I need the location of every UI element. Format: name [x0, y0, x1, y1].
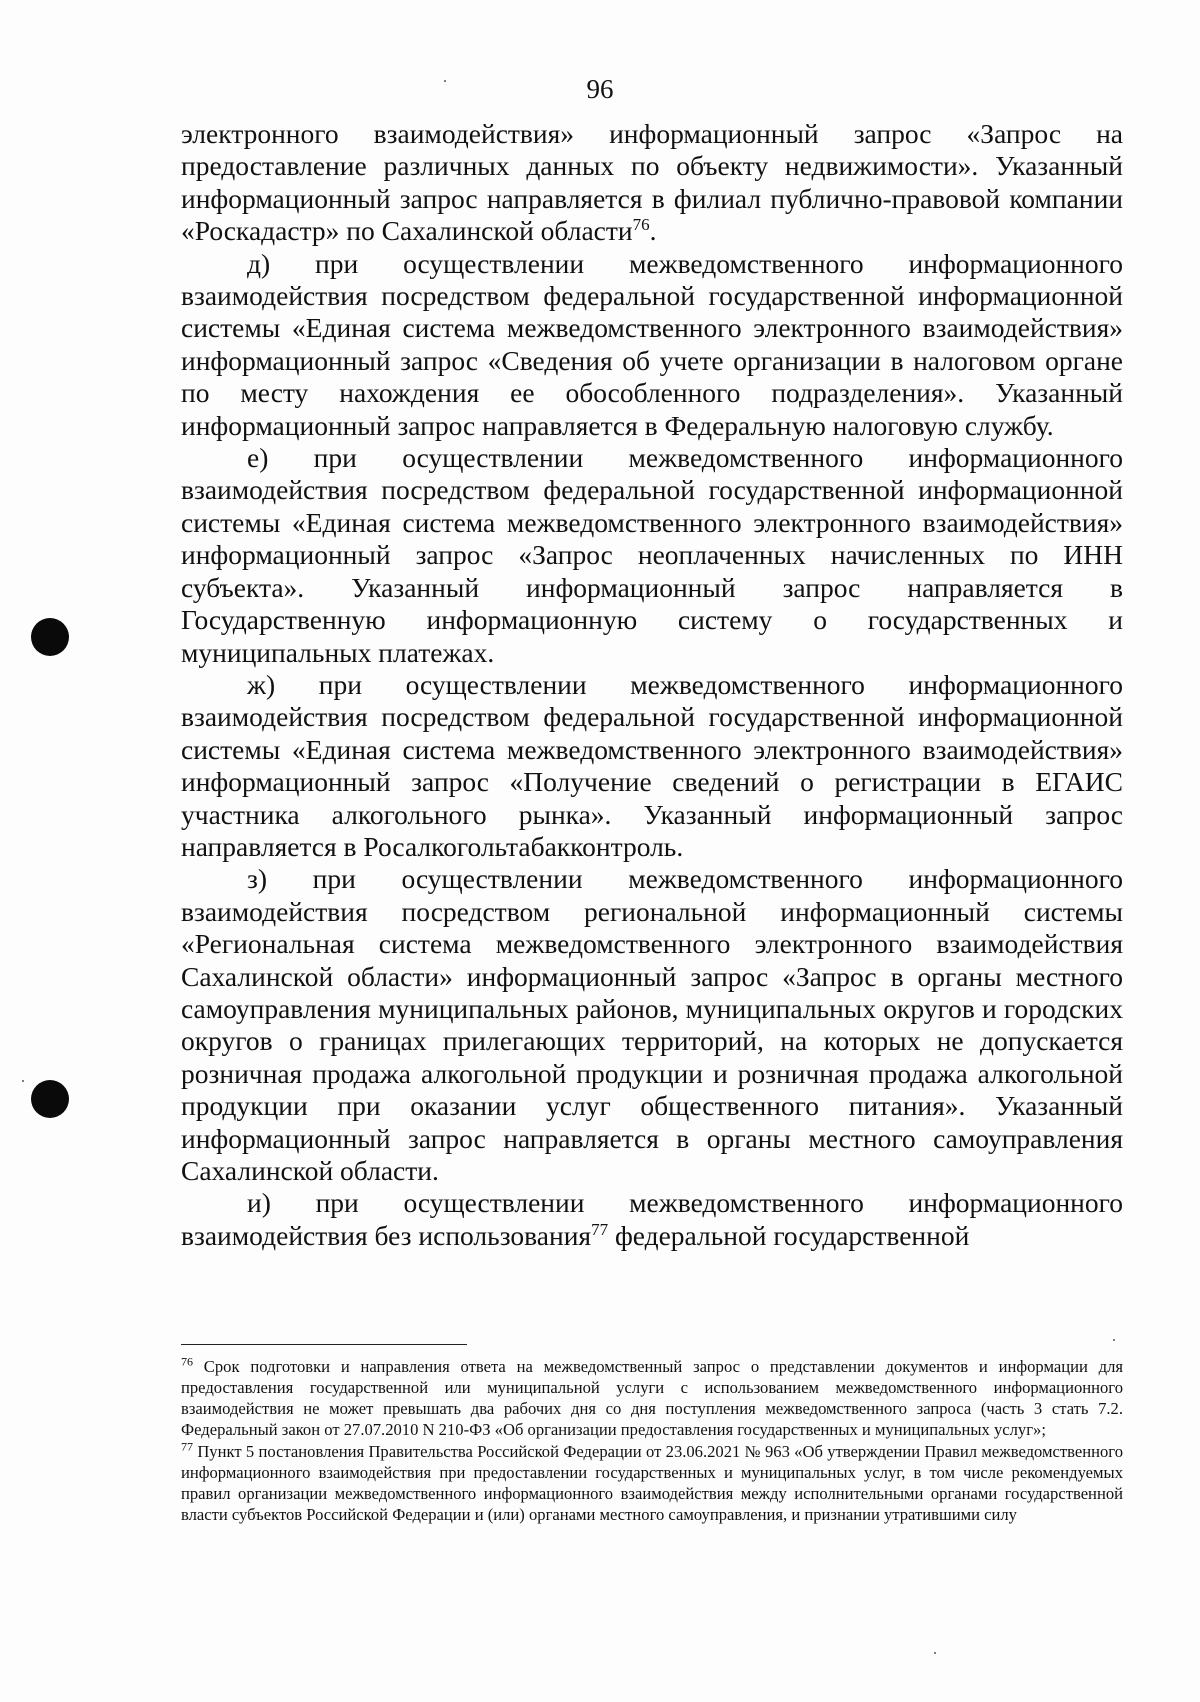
paragraph-text: д) при осуществлении межведомственного информационного взаимодействия посредством федеральной государственной информационной системы «Единая система межведомственного электронного взаимодействия» информационный запрос «Сведения об учете организации в налоговом органе по месту нахождения ее обособленного подразделения». Указанный информационный запрос направляется в Федеральную налоговую службу.: [181, 247, 1123, 441]
footnote-text: Срок подготовки и направления ответа на межведомственный запрос о представлении документов и информации для предоставления государственной или муниципальной услуги с использованием межведомственного информационного взаимодействия не может превышать два рабочих дня со дня поступления межведомственного запроса (часть 3 стать 7.2. Федеральный закон от 27.07.2010 N 210-ФЗ «Об организации предоставления государственных и муниципальных услуг»;: [181, 1357, 1123, 1439]
paragraph: [181, 442, 1123, 669]
paragraph-tail: федеральной государственной: [608, 1219, 970, 1251]
scan-speck: [934, 1652, 936, 1654]
scan-speck: [22, 1080, 24, 1082]
paragraph: [181, 863, 1123, 1187]
paragraph-tail: .: [649, 215, 657, 247]
footnotes-section: [181, 1356, 1123, 1526]
paragraph: [181, 248, 1123, 442]
paragraph: [181, 669, 1123, 863]
footnote-separator: [181, 1344, 467, 1345]
paragraph-text: и) при осуществлении межведомственного информационного взаимодействия без использования: [181, 1187, 1123, 1251]
footnote-reference[interactable]: 76: [632, 215, 650, 235]
footnote: [181, 1441, 1123, 1525]
paragraph: [181, 1187, 1123, 1252]
paragraph: [181, 118, 1123, 248]
page-number: 96: [586, 74, 614, 104]
paragraph-text: ж) при осуществлении межведомственного информационного взаимодействия посредством федеральной государственной информационной системы «Единая система межведомственного электронного взаимодействия» информационный запрос «Получение сведений о регистрации в ЕГАИС участника алкогольного рынка». Указанный информационный запрос направляется в Росалкогольтабакконтроль.: [181, 668, 1123, 862]
paragraph-text: электронного взаимодействия» информационный запрос «Запрос на предоставление различных данных по объекту недвижимости». Указанный информационный запрос направляется в филиал публично-правовой компании «Роскадастр» по Сахалинской области: [181, 118, 1123, 247]
body-text: [181, 118, 1123, 1252]
footnote: [181, 1356, 1123, 1440]
footnote-number: 77: [181, 1439, 193, 1454]
footnote-number: 76: [181, 1354, 193, 1369]
paragraph-text: е) при осуществлении межведомственного информационного взаимодействия посредством федеральной государственной информационной системы «Единая система межведомственного электронного взаимодействия» информационный запрос «Запрос неоплаченных начисленных по ИНН субъекта». Указанный информационный запрос направляется в Государственную информационную систему о государственных и муниципальных платежах.: [181, 442, 1123, 668]
binder-hole-mark: [31, 618, 69, 656]
paragraph-text: з) при осуществлении межведомственного информационного взаимодействия посредством региональной информационный системы «Региональная система межведомственного электронного взаимодействия Сахалинской области» информационный запрос «Запрос в органы местного самоуправления муниципальных районов, муниципальных округов и городских округов о границах прилегающих территорий, на которых не допускается розничная продажа алкогольной продукции и розничная продажа алкогольной продукции при оказании услуг общественного питания». Указанный информационный запрос направляется в органы местного самоуправления Сахалинской области.: [181, 863, 1123, 1186]
footnote-text: Пункт 5 постановления Правительства Российской Федерации от 23.06.2021 № 963 «Об утверждении Правил межведомственного информационного взаимодействия при предоставлении государственных и муниципальных услуг, в том числе рекомендуемых правил организации межведомственного информационного взаимодействия между исполнительными органами государственной власти субъектов Российской Федерации и (или) органами местного самоуправления, и признании утратившими силу: [181, 1442, 1123, 1524]
scan-speck: [1113, 1339, 1115, 1341]
footnote-reference[interactable]: 77: [591, 1219, 609, 1239]
binder-hole-mark: [31, 1080, 69, 1118]
